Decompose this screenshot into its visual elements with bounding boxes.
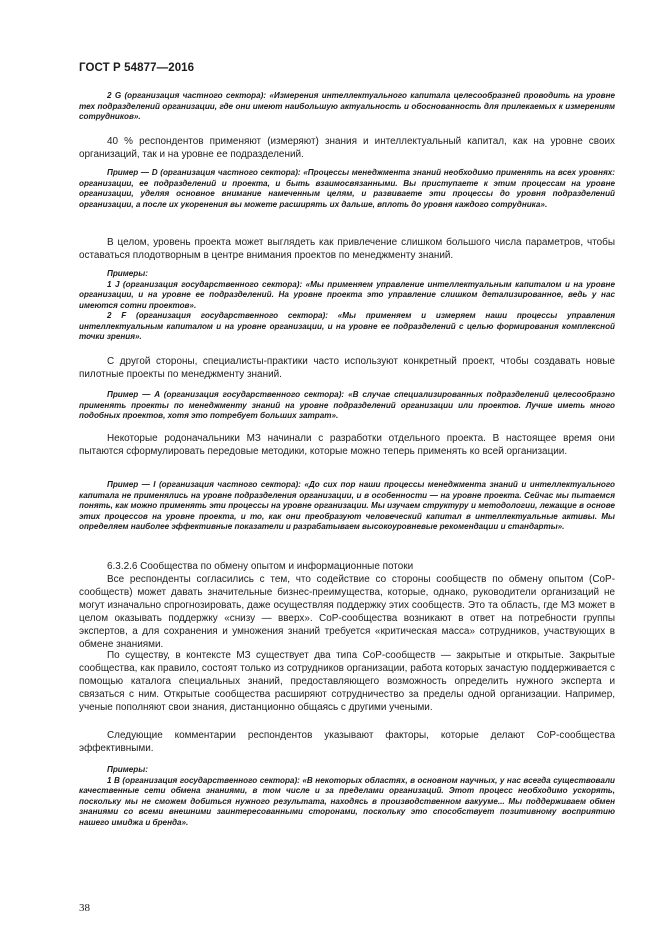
examples-block [79, 765, 615, 828]
body-paragraph: Некоторые родоначальники МЗ начинали с разработки отдельного проекта. В настоящее время они пытаются сформулировать передовые методики, которые можно теперь применять ко всей организации. [79, 433, 615, 458]
example-text: 1 J (организация государственного сектора): «Мы применяем управление интеллектуальным капиталом и на уровне организации, и на уровне ее подразделений. На уровне проекта это управление слишком детализированное, ведь у нас имеются сотни проектов». [79, 279, 615, 310]
example-text: Пример — D (организация частного сектора): «Процессы менеджмента знаний необходимо применять на всех уровнях: организации, ее подразделений и проекта, и быть взаимосвязанными. Вы приступаете к этим процессам на уровне организации, уделяя основное внимание намеченным целям, и развиваете эти процессы до уровня подразделений организации, а после их укоренения вы можете расширять их дальше, вплоть до уровня каждого сотрудника». [79, 168, 615, 209]
example-text: 1 B (организация государственного сектора): «В некоторых областях, в основном научных, у нас всегда существовали качественные сети обмена знаниями, в том числе и за пределами организаций. Этот процесс необходимо ускорять, поскольку мы не сможем добиться нужного результата, находясь в производственном вакууме... Мы поддерживаем обмен знаниями со всеми внешними заинтересованными сторонами, поскольку это способствует позитивному восприятию нашего имиджа и бренда». [79, 775, 615, 827]
section-heading: 6.3.2.6 Сообщества по обмену опытом и информационные потоки [107, 561, 414, 572]
examples-heading: Примеры: [107, 269, 148, 278]
page-number: 38 [79, 902, 90, 914]
examples-heading: Примеры: [107, 765, 148, 774]
body-paragraph: Все респонденты согласились с тем, что содействие со стороны сообществ по обмену опытом (CoP-сообществ) может давать значительные бизнес-преимущества, которые, однако, руководители организаций не могут изначально спрогнозировать, даже осуществляя поддержку этих сообществ. Это та область, где МЗ может в целом оказывать поддержку «снизу — вверх». CoP-сообщества возникают в ответ на потребности группы экспертов, а для сохранения и умножения знаний требуется «критическая масса» сотрудников, участвующих в обмене знаниями. [79, 574, 615, 651]
body-paragraph: Следующие комментарии респондентов указывают факторы, которые делают CoP-сообщества эффективными. [79, 730, 615, 755]
body-paragraph: 40 % респондентов применяют (измеряют) знания и интеллектуальный капитал, как на уровне своих организаций, так и на уровне ее подразделений. [79, 136, 615, 161]
example-text: 2 F (организация государственного сектора): «Мы применяем и измеряем наши процессы управления интеллектуальным капиталом и на уровне организации, и на уровне ее подразделений с целью формирования комплексной точки зрения». [79, 311, 615, 341]
example-block [79, 480, 615, 533]
example-block [79, 168, 615, 210]
example-block [79, 390, 615, 422]
example-block [79, 91, 615, 123]
example-text: Пример — A (организация государственного сектора): «В случае специализированных подразделений целесообразно применять проекты по менеджменту знаний на уровне подразделений организации или проектов. Лучше иметь много подобных проектов, хотя это потребует больших затрат». [79, 390, 615, 420]
example-text: Пример — I (организация частного сектора): «До сих пор наши процессы менеджмента знаний и интеллектуального капитала не применялись на уровне подразделения организации, и в особенности — на уровне проекта. Сейчас мы пытаемся понять, как можно применять эти процессы на уровне организации. Мы изучаем структуру и методологии, лежащие в основе этих процессов на уровне проекта, и то, как они преобразуют человеческий капитал в интеллектуальные активы. Мы определяем наиболее эффективные показатели и разрабатываем высокоуровневые рекомендации и стандарты». [79, 480, 615, 531]
body-paragraph: В целом, уровень проекта может выглядеть как привлечение слишком большого числа параметров, чтобы оставаться плодотворным в центре внимания проектов по менеджменту знаний. [79, 237, 615, 262]
examples-block [79, 269, 615, 343]
body-paragraph: По существу, в контексте МЗ существует два типа CoP-сообществ — закрытые и открытые. Закрытые сообщества, как правило, состоят только из сотрудников организации, работа которых зачастую поддерживается с помощью каталога специальных знаний, предоставляющего возможность определить нужного эксперта и связаться с ним. Открытые сообщества расширяют сотрудничество за пределы одной организации. Например, ученые пополняют свои знания, дистанционно общаясь с другими учеными. [79, 650, 615, 714]
document-header: ГОСТ Р 54877—2016 [79, 62, 195, 74]
example-text: 2 G (организация частного сектора): «Измерения интеллектуального капитала целесообразней проводить на уровне тех подразделений организации, где они имеют наибольшую актуальность и обоснованность для прилекаемых к измерениям сотрудников». [79, 91, 615, 121]
body-paragraph: С другой стороны, специалисты-практики часто используют конкретный проект, чтобы создавать новые пилотные проекты по менеджменту знаний. [79, 356, 615, 381]
